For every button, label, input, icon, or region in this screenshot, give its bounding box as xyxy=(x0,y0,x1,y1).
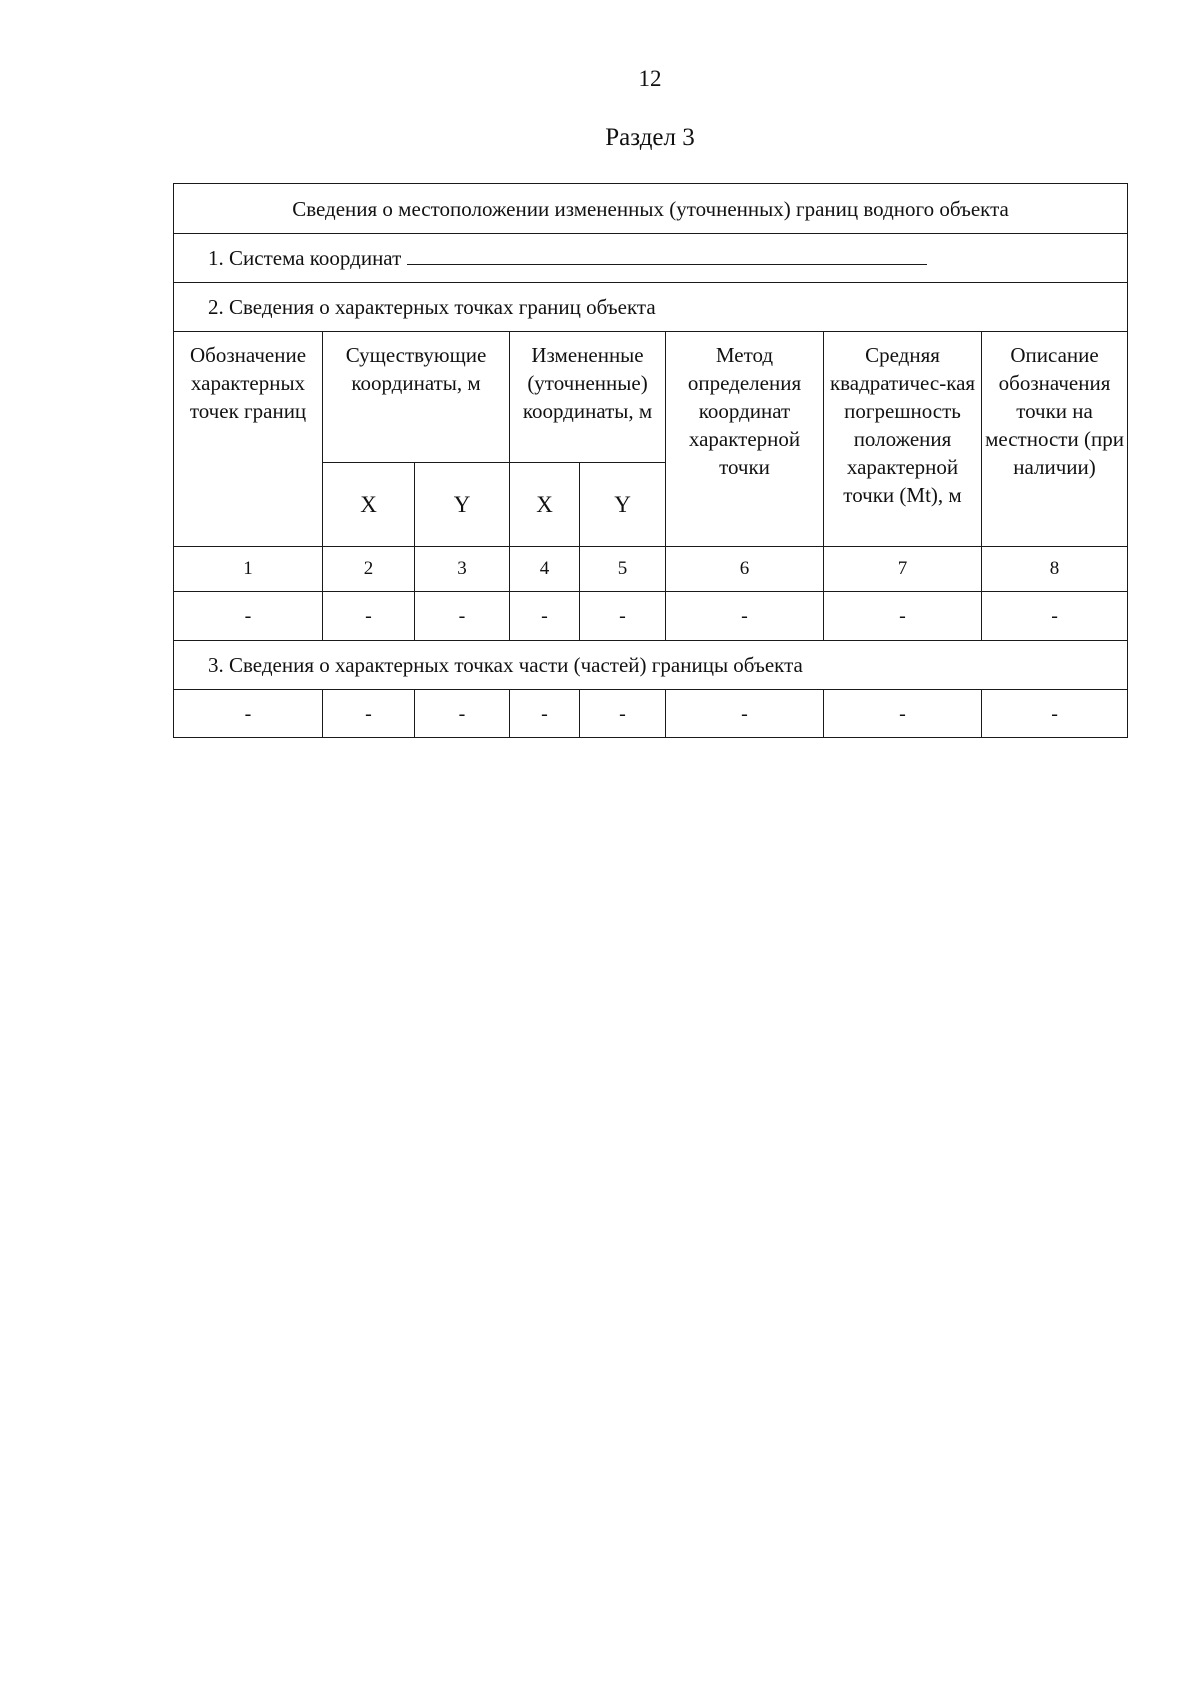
table-cell: - xyxy=(580,690,666,738)
column-number: 5 xyxy=(580,547,666,592)
table-row xyxy=(174,592,1128,641)
header-point-designation: Обозначение характерных точек границ xyxy=(174,332,323,547)
header-x-existing: X xyxy=(323,463,415,547)
table-cell: - xyxy=(580,592,666,641)
header-y-existing: Y xyxy=(415,463,510,547)
table-cell: - xyxy=(415,690,510,738)
column-number: 8 xyxy=(982,547,1128,592)
header-changed-coordinates: Измененные (уточненные) координаты, м xyxy=(510,332,666,463)
column-number: 4 xyxy=(510,547,580,592)
table-row xyxy=(174,690,1128,738)
coordinate-system-row xyxy=(174,234,1128,283)
section-title: Раздел 3 xyxy=(605,124,695,151)
table-cell: - xyxy=(982,592,1128,641)
column-number: 7 xyxy=(824,547,982,592)
table-cell: - xyxy=(824,690,982,738)
column-number: 1 xyxy=(174,547,323,592)
header-rms-error: Средняя квадратичес-кая погрешность положения характерной точки (Mt), м xyxy=(824,332,982,547)
table-cell: - xyxy=(323,592,415,641)
table-cell: - xyxy=(666,592,824,641)
table-cell: - xyxy=(666,690,824,738)
coordinate-system-label: 1. Система координат xyxy=(208,246,402,270)
header-x-changed: X xyxy=(510,463,580,547)
page-number: 12 xyxy=(638,66,662,91)
table-cell: - xyxy=(174,592,323,641)
header-description: Описание обозначения точки на местности (при наличии) xyxy=(982,332,1128,547)
table-cell: - xyxy=(510,592,580,641)
table-cell: - xyxy=(323,690,415,738)
subsection-3-title: 3. Сведения о характерных точках части (частей) границы объекта xyxy=(174,641,1128,690)
coordinate-system-field[interactable] xyxy=(407,244,927,265)
header-existing-coordinates: Существующие координаты, м xyxy=(323,332,510,463)
table-cell: - xyxy=(982,690,1128,738)
table-title: Сведения о местоположении измененных (уточненных) границ водного объекта xyxy=(174,184,1128,234)
column-number: 2 xyxy=(323,547,415,592)
column-number-row xyxy=(174,547,1128,592)
subsection-2-title: 2. Сведения о характерных точках границ объекта xyxy=(174,283,1128,332)
header-method: Метод определения координат характерной точки xyxy=(666,332,824,547)
table-cell: - xyxy=(174,690,323,738)
table-cell: - xyxy=(415,592,510,641)
table-cell: - xyxy=(510,690,580,738)
column-number: 6 xyxy=(666,547,824,592)
column-number: 3 xyxy=(415,547,510,592)
boundary-points-table xyxy=(173,183,1128,738)
header-y-changed: Y xyxy=(580,463,666,547)
table-cell: - xyxy=(824,592,982,641)
